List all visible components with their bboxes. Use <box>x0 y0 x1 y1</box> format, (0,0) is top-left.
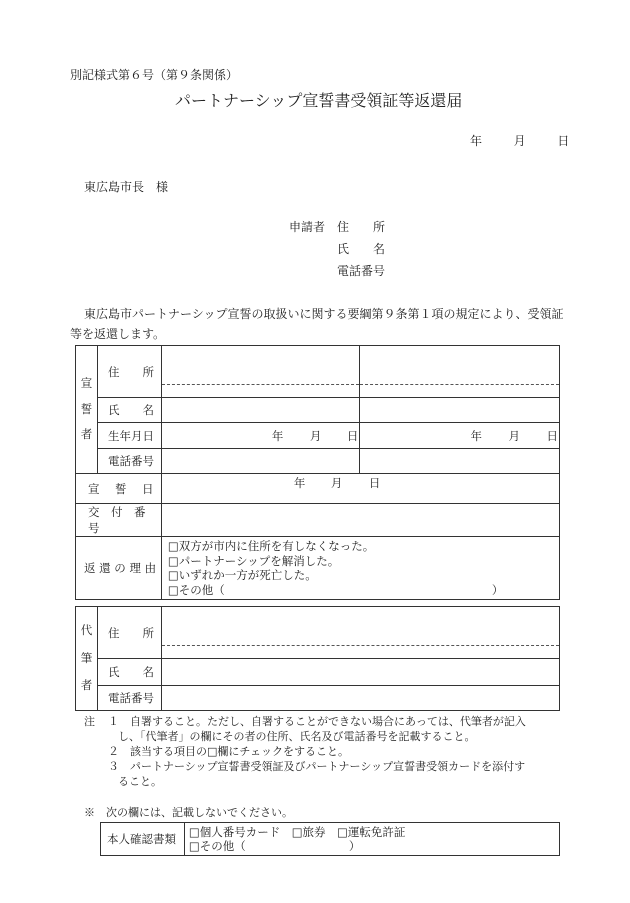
issue-number-field[interactable] <box>161 504 559 537</box>
proxy-address-field[interactable] <box>161 607 559 659</box>
oath-date-label: 宣 誓 日 <box>76 474 162 504</box>
proxy-address-label: 住 所 <box>97 607 161 659</box>
id-other-close: ） <box>348 839 361 853</box>
body-text-line2: 等を返還します。 <box>70 327 166 341</box>
id-options-other[interactable] <box>189 839 555 853</box>
date-line <box>470 132 569 149</box>
office-use-table <box>100 822 560 856</box>
oath-dob-field-2[interactable] <box>360 423 560 449</box>
oath-month: 月 <box>330 476 343 490</box>
addressee: 東広島市長 様 <box>84 180 169 194</box>
issue-number-label: 交 付 番 号 <box>76 504 162 537</box>
applicant-address-label: 住 所 <box>337 220 386 234</box>
date-year: 年 <box>470 134 483 148</box>
date-month: 月 <box>513 134 526 148</box>
oath-phone-label: 電話番号 <box>97 449 161 474</box>
reason-option-other[interactable] <box>168 583 553 598</box>
oath-day: 日 <box>368 476 381 490</box>
group-char: 誓 <box>80 401 93 416</box>
id-other-label: □その他（ <box>188 839 246 853</box>
note1-number: １ <box>108 715 119 728</box>
proxy-name-label: 氏 名 <box>97 659 161 686</box>
applicant-name-label: 氏 名 <box>337 242 386 256</box>
note2-line1: 該当する項目の□欄にチェックをすること。 <box>130 745 350 758</box>
dob-day: 日 <box>546 428 558 443</box>
oath-person-table <box>75 345 560 600</box>
group-char: 者 <box>80 427 93 442</box>
oath-person-group-label <box>76 346 98 474</box>
note3-line1: パートナーシップ宣誓書受領証及びパートナーシップ宣誓書受領カードを添付す <box>130 760 526 773</box>
note2-number: ２ <box>108 745 119 758</box>
reason-other-label: □その他（ <box>167 582 225 597</box>
oath-date-field[interactable] <box>161 474 559 504</box>
applicant-label: 申請者 <box>289 220 326 234</box>
body-text-line1: 東広島市パートナーシップ宣誓の取扱いに関する要綱第９条第１項の規定により、受領証 <box>84 307 564 321</box>
note3-number: ３ <box>108 760 119 773</box>
dob-month: 月 <box>508 428 520 443</box>
form-number: 別記様式第６号（第９条関係） <box>70 68 239 82</box>
notes-head: 注 <box>84 715 95 728</box>
note3-line2: ること。 <box>118 775 162 788</box>
proxy-group-label <box>76 607 98 711</box>
reason-option-dissolved[interactable]: □パートナーシップを解消した。 <box>167 553 340 568</box>
group-char: 者 <box>80 678 93 693</box>
dob-year: 年 <box>271 428 284 443</box>
dob-year: 年 <box>470 428 482 443</box>
group-char: 代 <box>80 623 93 638</box>
reason-option-moved[interactable]: □双方が市内に住所を有しなくなった。 <box>167 539 375 553</box>
oath-year: 年 <box>293 476 306 490</box>
oath-address-field-2[interactable] <box>360 346 560 398</box>
proxy-phone-field[interactable] <box>161 686 559 711</box>
note1-line2: し、「代筆者」の欄にその者の住所、氏名及び電話番号を記載すること。 <box>118 730 476 743</box>
office-use-notice: ※ 次の欄には、記載しないでください。 <box>84 806 293 819</box>
oath-address-label: 住 所 <box>97 346 161 398</box>
group-char: 筆 <box>80 650 93 665</box>
date-day: 日 <box>557 134 570 148</box>
proxy-writer-table <box>75 606 560 711</box>
dob-month: 月 <box>309 428 322 443</box>
oath-dob-field-1[interactable] <box>161 423 360 449</box>
oath-name-label: 氏 名 <box>97 398 161 423</box>
id-document-label: 本人確認書類 <box>101 823 185 856</box>
oath-name-field-2[interactable] <box>360 398 560 423</box>
oath-phone-field-2[interactable] <box>360 449 560 474</box>
oath-phone-field-1[interactable] <box>161 449 360 474</box>
page-title: パートナーシップ宣誓書受領証等返還届 <box>175 91 463 110</box>
return-reason-label: 返 還 の 理 由 <box>76 537 162 600</box>
group-char: 宣 <box>80 376 93 391</box>
dob-day: 日 <box>346 428 359 443</box>
return-reason-options <box>161 537 559 600</box>
applicant-phone-label: 電話番号 <box>337 264 386 278</box>
proxy-name-field[interactable] <box>161 659 559 686</box>
proxy-phone-label: 電話番号 <box>97 686 161 711</box>
oath-name-field-1[interactable] <box>161 398 360 423</box>
note1-line1: 自署すること。ただし、自署することができない場合にあっては、代筆者が記入 <box>130 715 526 728</box>
id-options-line1[interactable]: □個人番号カード □旅券 □運転免許証 <box>188 825 406 839</box>
id-document-options <box>184 823 559 856</box>
oath-address-field-1[interactable] <box>161 346 360 398</box>
reason-other-close: ） <box>491 582 504 597</box>
oath-dob-label: 生年月日 <box>97 423 161 449</box>
reason-option-deceased[interactable]: □いずれか一方が死亡した。 <box>167 568 317 582</box>
